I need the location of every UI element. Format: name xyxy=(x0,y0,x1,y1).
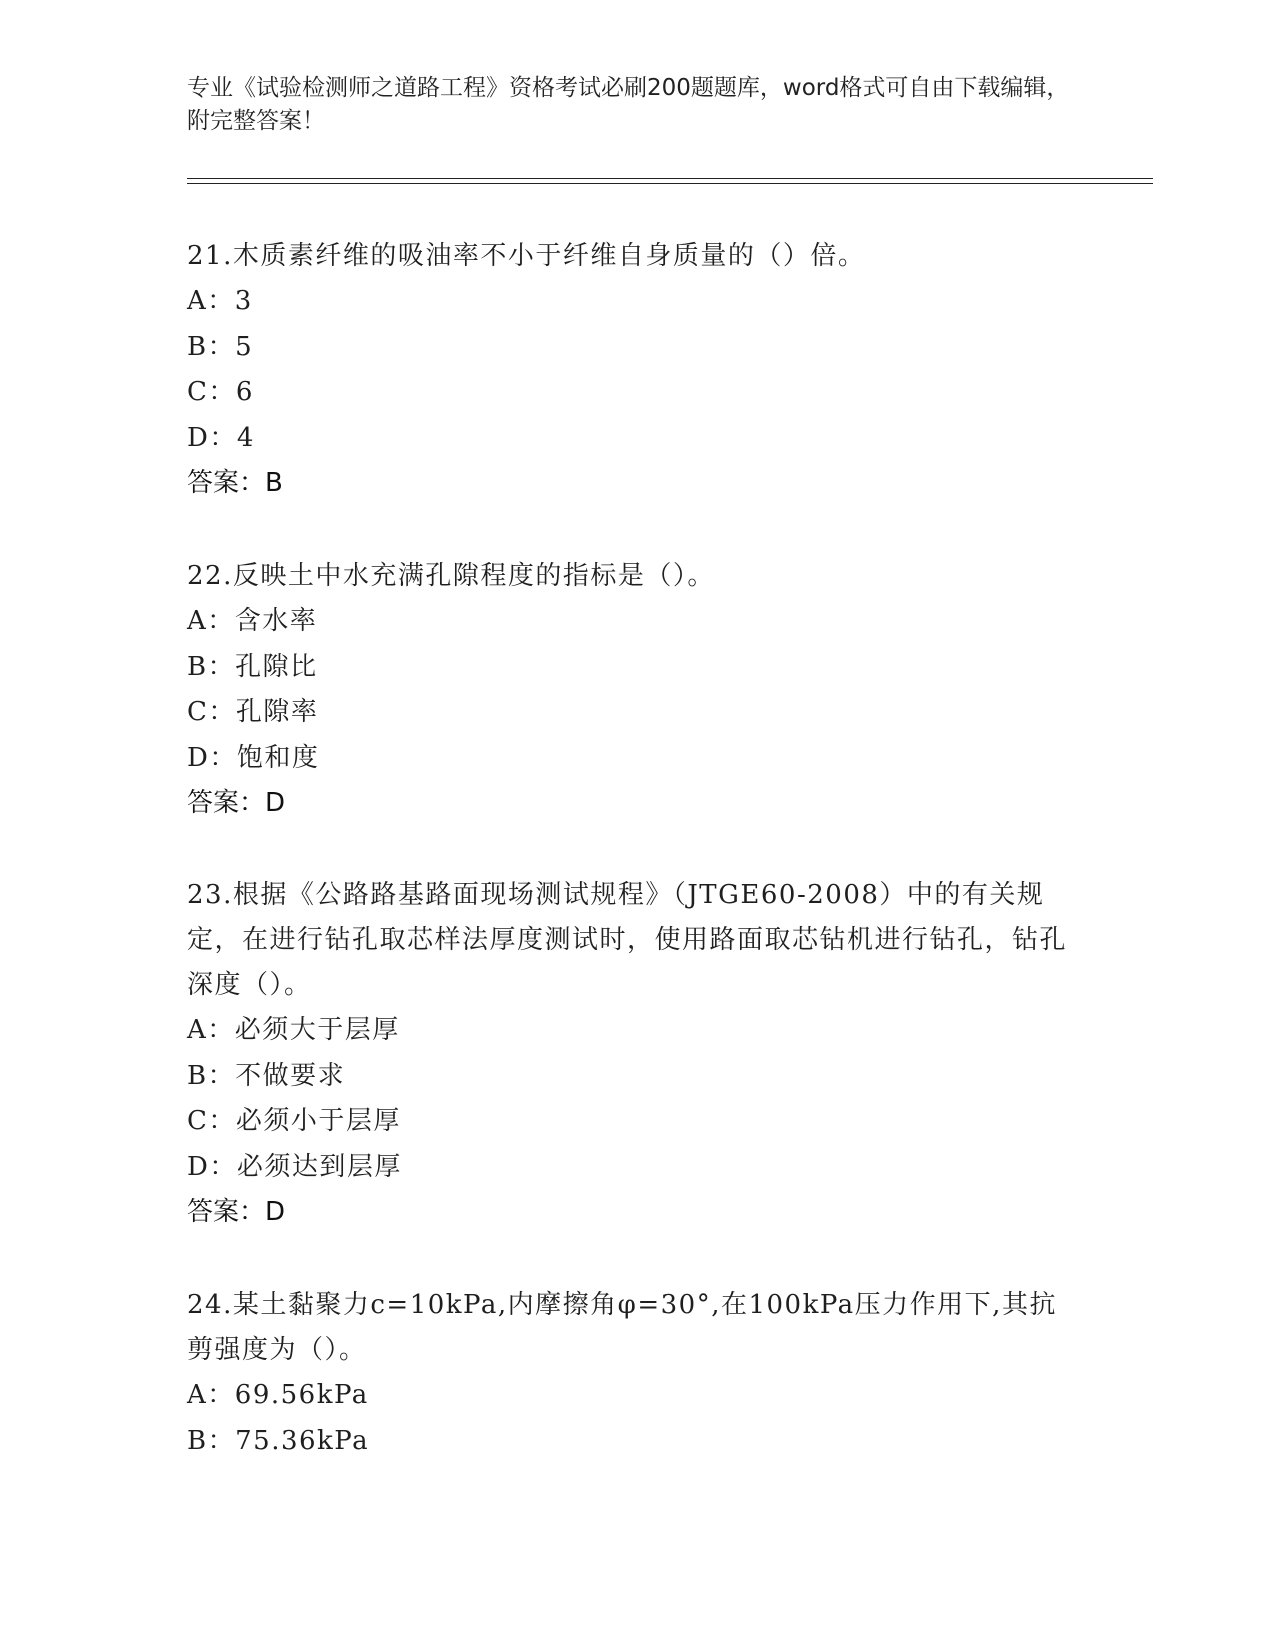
option-b: B：不做要求 xyxy=(187,1060,346,1091)
option-c: C：6 xyxy=(187,377,254,407)
question-22 xyxy=(187,554,1067,825)
option-d: D：饱和度 xyxy=(187,742,320,773)
answer-label: 答案：D xyxy=(187,788,286,818)
document-header: 专业《试验检测师之道路工程》资格考试必刷200题题库，word格式可自由下载编辑，附完整答案！ xyxy=(187,75,1070,134)
option-a: A：含水率 xyxy=(187,606,318,636)
question-stem: 24.某土黏聚力c=10kPa,内摩擦角φ=30°,在100kPa压力作用下,其抗剪强度为（）。 xyxy=(187,1290,1057,1365)
question-stem: 21.木质素纤维的吸油率不小于纤维自身质量的（）倍。 xyxy=(187,241,866,271)
option-a: A：必须大于层厚 xyxy=(187,1015,400,1045)
question-21 xyxy=(187,234,1067,505)
answer-label: 答案：B xyxy=(187,468,283,498)
question-24 xyxy=(187,1283,1067,1464)
option-b: B：孔隙比 xyxy=(187,651,318,682)
option-b: B：5 xyxy=(187,331,254,362)
header-divider-bottom xyxy=(187,183,1153,184)
question-23 xyxy=(187,873,1067,1234)
option-a: A：69.56kPa xyxy=(187,1380,369,1410)
question-stem: 23.根据《公路路基路面现场测试规程》（JTGE60-2008）中的有关规定，在进行钻孔取芯样法厚度测试时，使用路面取芯钻机进行钻孔，钻孔深度（）。 xyxy=(187,880,1068,1000)
option-d: D：必须达到层厚 xyxy=(187,1151,402,1182)
option-c: C：孔隙率 xyxy=(187,697,319,727)
option-c: C：必须小于层厚 xyxy=(187,1106,401,1136)
question-stem: 22.反映土中水充满孔隙程度的指标是（）。 xyxy=(187,561,715,591)
answer-label: 答案：D xyxy=(187,1197,286,1227)
option-d: D：4 xyxy=(187,422,255,453)
option-a: A：3 xyxy=(187,286,253,316)
option-b: B：75.36kPa xyxy=(187,1425,370,1456)
header-divider-top xyxy=(187,178,1153,179)
